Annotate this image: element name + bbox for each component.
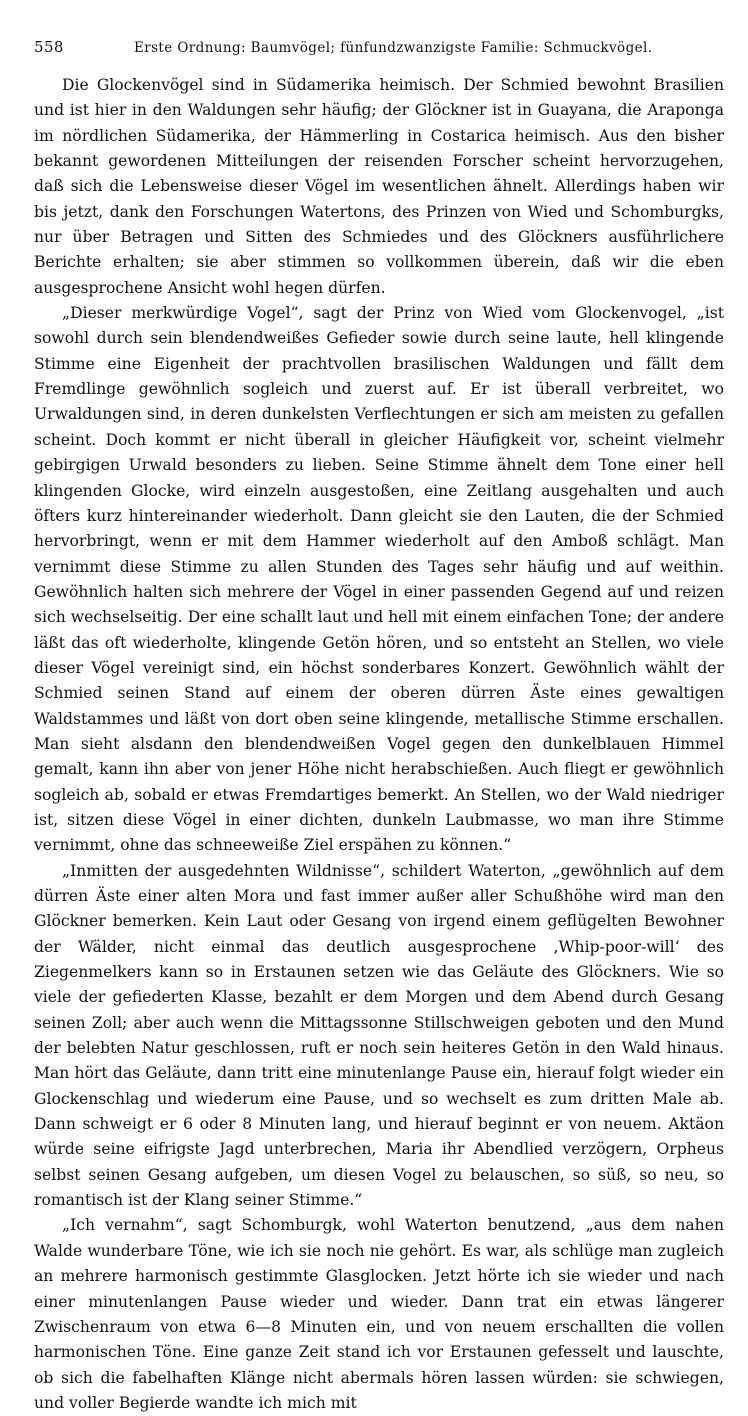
page-number: 558 (34, 38, 64, 56)
paragraph-glockenvoegel-intro: Die Glockenvögel sind in Südamerika heimisch. Der Schmied bewohnt Brasilien und ist hier in den Waldungen sehr häufig; der Glöckner ist in Guayana, die Araponga im nördlichen Südamerika, der Hämmerling in Costarica heimisch. Aus den bisher bekannt gewordenen Mitteilungen der reisenden Forscher scheint hervorzugehen, daß sich die Lebensweise dieser Vögel im wesentlichen ähnelt. Allerdings haben wir bis jetzt, dank den Forschungen Watertons, des Prinzen von Wied und Schomburgks, nur über Betragen und Sitten des Schmiedes und des Glöckners ausführlichere Berichte erhalten; sie aber stimmen so vollkommen überein, daß wir die eben ausgesprochene Ansicht wohl hegen dürfen. (34, 76, 724, 297)
book-page (34, 38, 724, 1412)
body-text (34, 73, 724, 1416)
running-header-title: Erste Ordnung: Baumvögel; fünfundzwanzigste Familie: Schmuckvögel. (134, 40, 653, 56)
paragraph-schomburgk-quote: „Ich vernahm“, sagt Schomburgk, wohl Waterton benutzend, „aus dem nahen Walde wunderbare Töne, wie ich sie noch nie gehört. Es war, als schlüge man zugleich an mehrere harmonisch gestimmte Glasglocken. Jetzt hörte ich sie wieder und nach einer minutenlangen Pause wieder und wieder. Dann trat ein etwas längerer Zwischenraum von etwa 6—8 Minuten ein, und von neuem erschallten die vollen harmonischen Töne. Eine ganze Zeit stand ich vor Erstaunen gefesselt und lauschte, ob sich die fabelhaften Klänge nicht abermals hören lassen würden: sie schwiegen, und voller Begierde wandte ich mich mit (34, 1216, 724, 1412)
paragraph-prinz-von-wied-quote: „Dieser merkwürdige Vogel“, sagt der Prinz von Wied vom Glockenvogel, „ist sowohl durch sein blendendweißes Gefieder sowie durch seine laute, hell klingende Stimme eine Eigenheit der prachtvollen brasilischen Waldungen und fällt dem Fremdlinge gewöhnlich sogleich und zuerst auf. Er ist überall verbreitet, wo Urwaldungen sind, in deren dunkelsten Verflechtungen er sich am meisten zu gefallen scheint. Doch kommt er nicht überall in gleicher Häufigkeit vor, scheint vielmehr gebirgigen Urwald besonders zu lieben. Seine Stimme ähnelt dem Tone einer hell klingenden Glocke, wird einzeln ausgestoßen, eine Zeitlang ausgehalten und auch öfters kurz hintereinander wiederholt. Dann gleicht sie den Lauten, die der Schmied hervorbringt, wenn er mit dem Hammer wiederholt auf den Amboß schlägt. Man vernimmt diese Stimme zu allen Stunden des Tages sehr häufig und auf weithin. Gewöhnlich halten sich mehrere der Vögel in einer passenden Gegend auf und reizen sich wechselseitig. Der eine schallt laut und hell mit einem einfachen Tone; der andere läßt das oft wiederholte, klingende Getön hören, und so entsteht an Stellen, wo viele dieser Vögel vereinigt sind, ein höchst sonderbares Konzert. Gewöhnlich wählt der Schmied seinen Stand auf einem der oberen dürren Äste eines gewaltigen Waldstammes und läßt von dort oben seine klingende, metallische Stimme erschallen. Man sieht alsdann den blendendweißen Vogel gegen den dunkelblauen Himmel gemalt, kann ihn aber von jener Höhe nicht herabschießen. Auch fliegt er gewöhnlich sogleich ab, sobald er etwas Fremdartiges bemerkt. An Stellen, wo der Wald niedriger ist, sitzen diese Vögel in einer dichten, dunkeln Laubmasse, wo man ihre Stimme vernimmt, ohne das schneeweiße Ziel erspähen zu können.“ (34, 304, 724, 855)
running-header (34, 38, 724, 60)
paragraph-waterton-quote: „Inmitten der ausgedehnten Wildnisse“, schildert Waterton, „gewöhnlich auf dem dürren Äste einer alten Mora und fast immer außer aller Schußhöhe wird man den Glöckner bemerken. Kein Laut oder Gesang von irgend einem geflügelten Bewohner der Wälder, nicht einmal das deutlich ausgesprochene ‚Whip-poor-will‘ des Ziegenmelkers kann so in Erstaunen setzen wie das Geläute des Glöckners. Wie so viele der gefiederten Klasse, bezahlt er dem Morgen und dem Abend durch Gesang seinen Zoll; aber auch wenn die Mittagssonne Stillschweigen geboten und den Mund der belebten Natur geschlossen, ruft er noch sein heiteres Getön in den Wald hinaus. Man hört das Geläute, dann tritt eine minutenlange Pause ein, hierauf folgt wieder ein Glockenschlag und wiederum eine Pause, und so wechselt es zum dritten Male ab. Dann schweigt er 6 oder 8 Minuten lang, und hierauf beginnt er von neuem. Aktäon würde seine eifrigste Jagd unterbrechen, Maria ihr Abendlied verzögern, Orpheus selbst seinen Gesang aufgeben, um diesen Vogel zu belauschen, so süß, so neu, so romantisch ist der Klang seiner Stimme.“ (34, 861, 724, 1210)
